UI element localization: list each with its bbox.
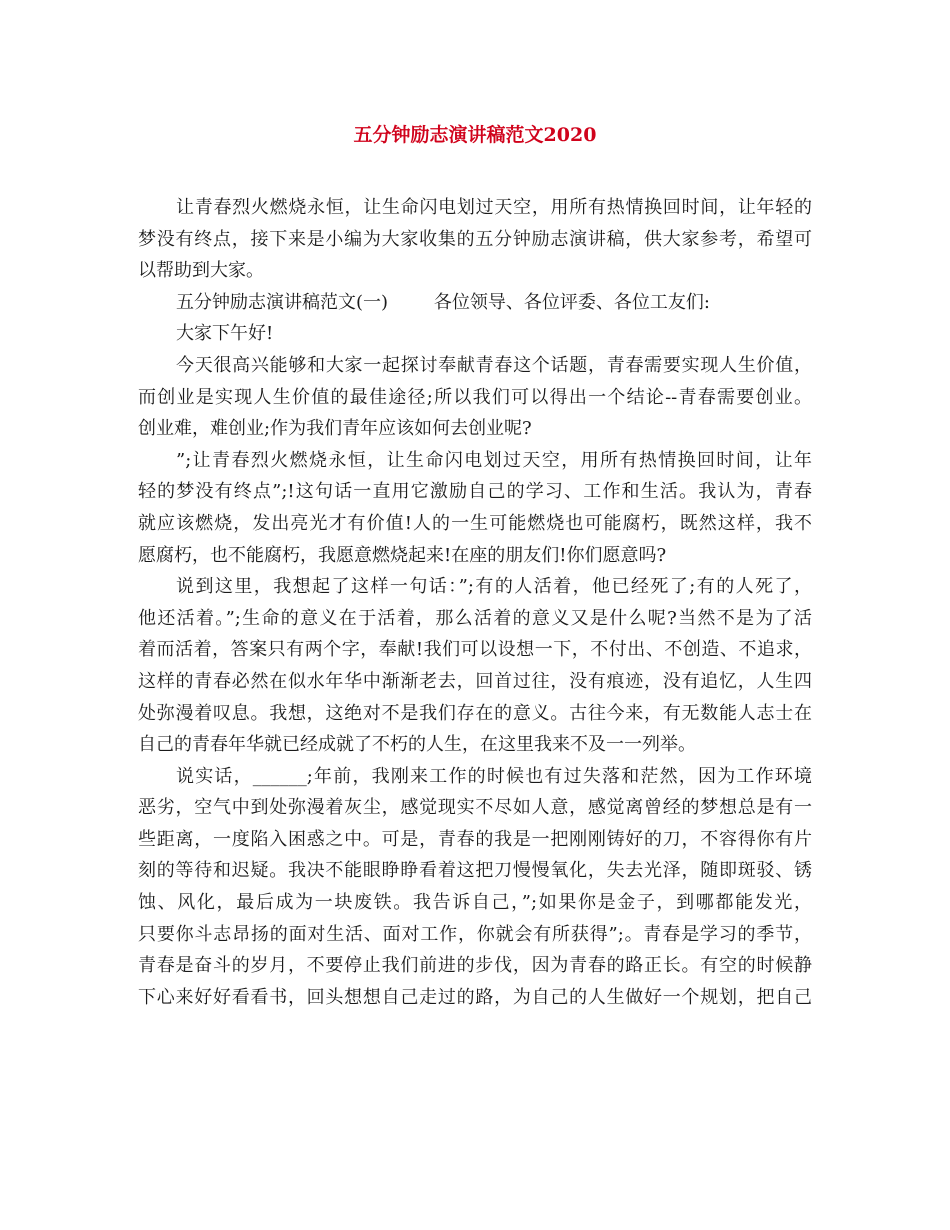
body-line: 愿腐朽，也不能腐朽，我愿意燃烧起来!在座的朋友们!你们愿意吗? — [138, 544, 667, 566]
body-line: 些距离，一度陷入困惑之中。可是，青春的我是一把刚刚铸好的刀，不容得你有片 — [138, 828, 812, 850]
body-line: 处弥漫着叹息。我想，这绝对不是我们存在的意义。古往今来，有无数能人志士在 — [138, 702, 812, 724]
body-line: 恶劣，空气中到处弥漫着灰尘，感觉现实不尽如人意，感觉离曾经的梦想总是有一 — [138, 797, 812, 819]
body-line: 下心来好好看看书，回头想想自己走过的路，为自己的人生做好一个规划，把自己 — [138, 986, 812, 1008]
body-line: 创业难，难创业;作为我们青年应该如何去创业呢? — [138, 418, 532, 440]
body-line: 自己的青春年华就已经成就了不朽的人生，在这里我来不及一一列举。 — [138, 734, 696, 756]
body-line: 今天很高兴能够和大家一起探讨奉献青春这个话题，青春需要实现人生价值， — [176, 354, 812, 376]
body-line: 刻的等待和迟疑。我决不能眼睁睁看着这把刀慢慢氧化，失去光泽，随即斑驳、锈 — [138, 860, 812, 882]
body-line: 说实话，______;年前，我刚来工作的时候也有过失落和茫然，因为工作环境 — [176, 765, 812, 787]
body-line: 这样的青春必然在似水年华中渐渐老去，回首过往，没有痕迹，没有追忆，人生四 — [138, 670, 812, 692]
body-line: 只要你斗志昂扬的面对生活、面对工作，你就会有所获得”;。青春是学习的季节， — [138, 923, 812, 945]
body-line: 梦没有终点，接下来是小编为大家收集的五分钟励志演讲稿，供大家参考，希望可 — [138, 228, 812, 250]
document-title: 五分钟励志演讲稿范文2020 — [353, 124, 597, 146]
body-line: 以帮助到大家。 — [138, 260, 264, 282]
body-line: 着而活着，答案只有两个字，奉献!我们可以设想一下，不付出、不创造、不追求， — [138, 639, 812, 661]
body-line: 五分钟励志演讲稿范文(一) 各位领导、各位评委、各位工友们: — [176, 291, 710, 313]
body-line: 说到这里，我想起了这样一句话：”;有的人活着，他已经死了;有的人死了， — [176, 576, 812, 598]
document-body — [138, 192, 812, 1013]
body-line: ”;让青春烈火燃烧永恒，让生命闪电划过天空，用所有热情换回时间，让年 — [176, 449, 812, 471]
body-line: 轻的梦没有终点”;!这句话一直用它激励自己的学习、工作和生活。我认为，青春 — [138, 481, 812, 503]
body-line: 大家下午好! — [176, 323, 274, 345]
body-line: 蚀、风化，最后成为一块废铁。我告诉自己，”;如果你是金子，到哪都能发光， — [138, 892, 812, 914]
body-line: 就应该燃烧，发出亮光才有价值!人的一生可能燃烧也可能腐朽，既然这样，我不 — [138, 512, 812, 534]
body-line: 而创业是实现人生价值的最佳途径;所以我们可以得出一个结论--青春需要创业。 — [138, 386, 812, 408]
body-line: 让青春烈火燃烧永恒，让生命闪电划过天空，用所有热情换回时间，让年轻的 — [176, 197, 812, 218]
body-line: 他还活着。”;生命的意义在于活着，那么活着的意义又是什么呢?当然不是为了活 — [138, 607, 812, 629]
body-line: 青春是奋斗的岁月，不要停止我们前进的步伐，因为青春的路正长。有空的时候静 — [138, 955, 812, 977]
